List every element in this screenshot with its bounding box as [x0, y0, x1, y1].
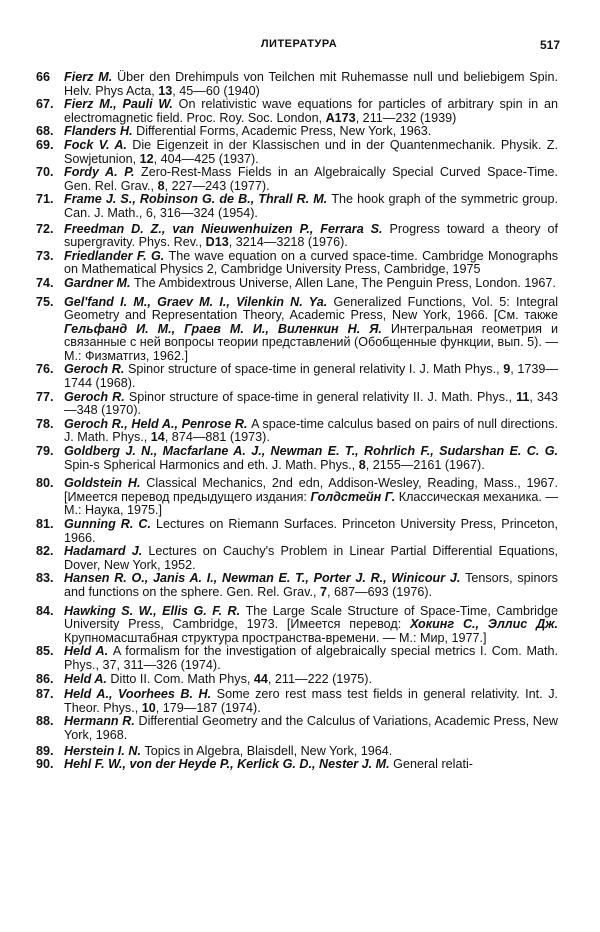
reference-text: Differential Geometry and the Calculus of Variations, Academic Press, New York, 1968. — [64, 714, 558, 742]
reference-text: Крупномасштабная структура пространства-времени. — М.: Мир, 1977.] — [64, 630, 487, 645]
reference-author: Freedman D. Z., van Nieuwenhuizen P., Ferrara S. — [64, 221, 390, 236]
reference-text: Spin-s Spherical Harmonics and eth. J. Math. Phys., — [64, 457, 359, 472]
reference-volume: 8 — [157, 178, 165, 193]
reference-author: Goldstein H. — [64, 476, 147, 491]
reference-number: 72. — [36, 221, 54, 236]
reference-number: 74. — [36, 275, 54, 290]
reference-number: 84. — [36, 603, 54, 618]
reference-text: Progress toward a theory of supergravity. Phys. Rev., — [64, 221, 558, 250]
reference-author: Frame J. S., Robinson G. de B., Thrall R. M. — [64, 192, 332, 207]
reference-text: Ditto II. Com. Math Phys, — [110, 671, 254, 686]
reference-entry — [36, 250, 558, 277]
running-header — [38, 38, 560, 54]
reference-author: Flanders H. — [64, 124, 137, 139]
reference-author: Gel'fand I. M., Graev M. I., Vilenkin N. Ya. — [64, 294, 334, 309]
reference-author: Held A., Voorhees B. H. — [64, 687, 217, 702]
reference-number: 81. — [36, 517, 54, 531]
reference-number: 67. — [36, 97, 54, 112]
reference-number: 76. — [36, 362, 54, 377]
header-title: ЛИТЕРАТУРА — [260, 38, 338, 50]
reference-author: Hawking S. W., Ellis G. F. R. — [64, 603, 246, 618]
reference-number: 75. — [36, 294, 54, 309]
reference-entry — [36, 139, 558, 166]
reference-entry — [36, 166, 558, 193]
reference-number: 79. — [36, 444, 54, 459]
reference-volume: A173 — [325, 110, 356, 125]
reference-text: A formalism for the investigation of algebraically special metrics I. Com. Math. Phys., 37, 311—326 (1974). — [64, 644, 558, 672]
reference-number: 90. — [36, 757, 54, 772]
reference-entry — [36, 572, 558, 599]
reference-number: 71. — [36, 192, 54, 207]
reference-text: , 687—693 (1976). — [327, 584, 433, 599]
reference-author: Fierz M. — [64, 70, 118, 84]
reference-text: , 227—243 (1977). — [164, 178, 270, 193]
reference-text: , 874—881 (1973). — [164, 430, 270, 445]
reference-text: , 2155—2161 (1967). — [365, 457, 485, 472]
reference-text: Интегральная геометрия и связанные с ней вопросы теории представлений (Обобщенные функции, вып. 5). — М.: Физматгиз, 1962.] — [64, 321, 559, 363]
reference-text: The Large Scale Structure of Space-Time, Cambridge University Press, Cambridge, 1973. [Имеется перевод: — [64, 603, 558, 632]
reference-entry — [36, 758, 558, 772]
reference-text: Über den Drehimpuls von Teilchen mit Ruhemasse null und beliebigem Spin. Helv. Phys Acta, — [64, 70, 558, 98]
reference-text: On relativistic wave equations for particles of arbitrary spin in an electromagnetic field. Proc. Roy. Soc. London, — [64, 97, 558, 125]
reference-text: , 211—232 (1939) — [355, 110, 457, 125]
reference-author: Fierz M., Pauli W. — [64, 97, 179, 112]
reference-entry — [36, 277, 558, 291]
reference-text: , 211—222 (1975). — [267, 671, 373, 686]
reference-volume: 44 — [253, 671, 268, 686]
reference-number: 66 — [36, 70, 51, 84]
reference-text: Topics in Algebra, Blaisdell, New York, 1964. — [144, 743, 393, 758]
reference-text: A space-time calculus based on pairs of null directions. J. Math. Phys., — [64, 416, 558, 445]
reference-number: 83. — [36, 571, 54, 586]
reference-volume: 7 — [319, 584, 327, 599]
reference-entry — [36, 445, 558, 472]
reference-volume: D13 — [205, 235, 229, 250]
reference-text: The hook graph of the symmetric group. Can. J. Math., 6, 316—324 (1954). — [64, 192, 558, 220]
reference-entry — [36, 645, 558, 672]
reference-text: Zero-Rest-Mass Fields in an Algebraically Special Curved Space-Time. Gen. Rel. Grav., — [64, 165, 558, 193]
reference-author: Geroch R. — [64, 389, 129, 404]
reference-text: Classical Mechanics, 2nd edn, Addison-Wesley, Reading, Mass., 1967. [Имеется перевод предыдущего издания: — [64, 476, 558, 504]
reference-number: 77. — [36, 389, 54, 404]
reference-text: Tensors, spinors and functions on the sphere. Gen. Rel. Grav., — [64, 571, 558, 599]
reference-author: Gunning R. C. — [64, 517, 157, 531]
reference-author: Geroch R., Held A., Penrose R. — [64, 416, 252, 431]
reference-author: Hadamard J. — [64, 544, 149, 559]
reference-entry — [36, 477, 558, 518]
reference-author: Held A. — [64, 644, 113, 659]
reference-text: Differential Forms, Academic Press, New York, 1963. — [136, 124, 432, 139]
reference-entry — [36, 98, 558, 125]
reference-number: 86. — [36, 671, 54, 686]
reference-text: The Ambidextrous Universe, Allen Lane, The Penguin Press, London. 1967. — [133, 275, 556, 290]
reference-author: Herstein I. N. — [64, 743, 145, 758]
reference-volume: 14 — [150, 430, 165, 445]
reference-entry — [36, 363, 558, 390]
reference-text: , 179—187 (1974). — [155, 700, 261, 715]
reference-text: Lectures on Riemann Surfaces. Princeton University Press, Princeton, 1966. — [64, 517, 558, 545]
reference-author: Гельфанд И. М., Граев М. И., Виленкин Н. Я. — [64, 321, 391, 336]
reference-entry — [36, 296, 558, 364]
reference-text: Lectures on Cauchy's Problem in Linear Partial Differential Equations, Dover, New York, 1952. — [64, 544, 558, 572]
reference-volume: 12 — [139, 151, 154, 166]
reference-number: 82. — [36, 544, 54, 559]
reference-text: Generalized Functions, Vol. 5: Integral Geometry and Representation Theory, Academic Press, New York, 1966. [См. также — [64, 294, 558, 323]
reference-entry — [36, 673, 558, 687]
reference-entry — [36, 545, 558, 572]
reference-text: Классическая механика. — М.: Наука, 1975.] — [64, 489, 559, 518]
reference-author: Goldberg J. N., Macfarlane A. J., Newman E. T., Rohrlich F., Sudarshan E. C. G. — [64, 444, 558, 459]
reference-entry — [36, 71, 558, 98]
reference-entry — [36, 518, 558, 545]
reference-number: 69. — [36, 137, 54, 152]
reference-number: 89. — [36, 743, 54, 758]
reference-author: Gardner M. — [64, 275, 134, 290]
reference-text: , 3214—3218 (1976). — [228, 235, 348, 250]
reference-text: Some zero rest mass test fields in general relativity. Int. J. Theor. Phys., — [64, 687, 558, 715]
reference-text: Spinor structure of space-time in general relativity I. J. Math Phys., — [127, 362, 504, 377]
reference-number: 88. — [36, 714, 54, 729]
reference-volume: 10 — [141, 700, 156, 715]
reference-text: Die Eigenzeit in der Klassischen und in der Quantenmechanik. Physik. Z. Sowjetunion, — [64, 137, 558, 166]
reference-volume: 9 — [503, 362, 511, 377]
reference-author: Friedlander F. G. — [64, 248, 169, 263]
reference-author: Хокинг С., Эллис Дж. — [410, 617, 559, 632]
reference-number: 80. — [36, 476, 54, 491]
reference-entry — [36, 223, 558, 250]
reference-author: Hermann R. — [64, 714, 139, 729]
reference-text: Spinor structure of space-time in general relativity II. J. Math. Phys., — [128, 389, 517, 404]
reference-number: 85. — [36, 644, 54, 659]
reference-text: , 404—425 (1937). — [153, 151, 259, 166]
reference-entry — [36, 745, 558, 759]
reference-text: , 343—348 (1970). — [64, 389, 559, 418]
reference-number: 87. — [36, 687, 54, 702]
reference-author: Fock V. A. — [64, 137, 133, 152]
reference-number: 73. — [36, 248, 54, 263]
reference-text: , 45—60 (1940) — [172, 83, 260, 98]
reference-text: The wave equation on a curved space-time. Cambridge Monographs on Mathematical Physics 2, Cambridge University Press, Cambridge, 1975 — [64, 248, 558, 277]
reference-author: Held A. — [64, 671, 111, 686]
reference-entry — [36, 605, 558, 646]
reference-author: Hehl F. W., von der Heyde P., Kerlick G. D., Nester J. M. — [64, 757, 394, 772]
reference-volume: 13 — [158, 83, 173, 98]
reference-entry — [36, 715, 558, 742]
reference-number: 68. — [36, 124, 54, 139]
reference-author: Hansen R. O., Janis A. I., Newman E. T., Porter J. R., Winicour J. — [64, 571, 466, 586]
reference-number: 78. — [36, 416, 54, 431]
reference-entry — [36, 418, 558, 445]
reference-entry — [36, 688, 558, 715]
reference-text: General relati- — [393, 757, 473, 772]
reference-list — [36, 71, 558, 772]
reference-volume: 11 — [516, 389, 530, 404]
reference-author: Fordy A. P. — [64, 165, 142, 180]
reference-entry — [36, 391, 558, 418]
reference-author: Geroch R. — [64, 362, 128, 377]
reference-volume: 8 — [358, 457, 366, 472]
reference-entry — [36, 193, 558, 220]
reference-number: 70. — [36, 165, 54, 180]
page-number: 517 — [539, 38, 560, 52]
reference-author: Голдстейн Г. — [310, 489, 399, 504]
reference-text: , 1739—1744 (1968). — [64, 362, 558, 391]
reference-entry — [36, 125, 558, 139]
